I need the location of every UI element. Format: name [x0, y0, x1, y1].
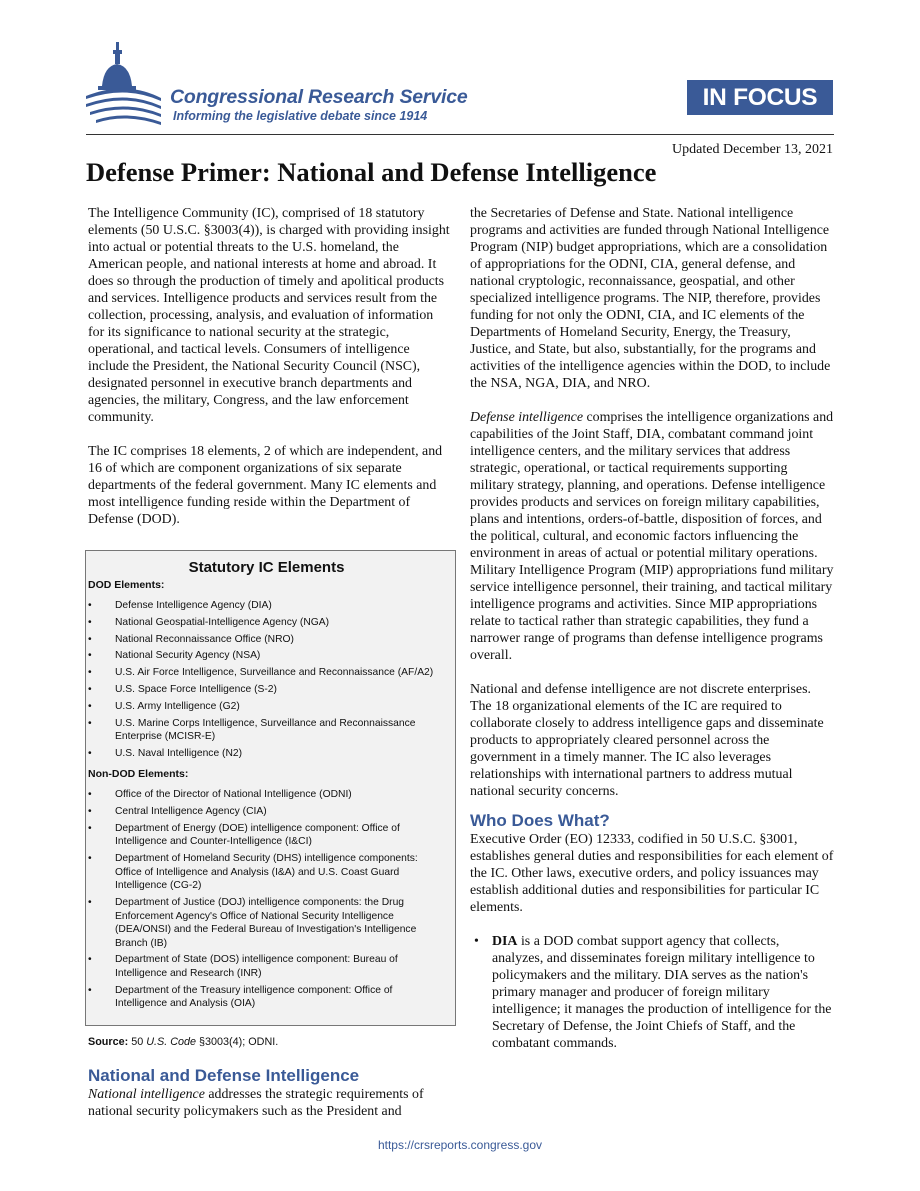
dod-elements-list — [88, 599, 445, 760]
list-item: • U.S. Army Intelligence (G2) — [88, 700, 240, 712]
section-heading-national-defense: National and Defense Intelligence — [88, 1065, 360, 1085]
intro-paragraph: The Intelligence Community (IC), comprised of 18 statutory elements (50 U.S.C. §3003(4)), is charged with providing insight into actual or potential threats to the U.S. homeland, the American people, and national interests at home and abroad. It does so through the production of timely and apolitical products and services. Intelligence products and services result from the collection, processing, analysis, and evaluation of information for its significance to national security at the strategic, operational, and tactical levels. Consumers of intelligence include the President, the National Security Council (NSC), designated personnel in executive branch departments and agencies, the military, Congress, and the law enforcement community. — [88, 206, 450, 425]
section-heading-who-does-what: Who Does What? — [470, 811, 610, 830]
document-title: Defense Primer: National and Defense Intelligence — [86, 157, 657, 187]
list-item: • National Reconnaissance Office (NRO) — [88, 633, 294, 645]
nip-paragraph: the Secretaries of Defense and State. National intelligence programs and activities are funded through National Intelligence Program (NIP) budget appropriations, which are a consolidation of appropriations for the ODNI, CIA, general defense, and national cryptologic, reconnaissance, geospatial, and other specialized intelligence programs. The NIP, therefore, provides funding for not only the ODNI, CIA, and IC elements of the Departments of Homeland Security, Energy, the Treasury, Justice, and State, but also, substantially, for the programs and activities of the intelligence agencies within the DOD, to include the NSA, NGA, DIA, and NRO. — [470, 206, 831, 391]
bullet-icon: • — [88, 822, 92, 834]
box-title: Statutory IC Elements — [188, 559, 345, 576]
bullet-icon: • — [88, 897, 92, 909]
bullet-icon: • — [474, 934, 479, 949]
list-item: • Department of Justice (DOJ) intelligence components: the Drug Enforcement Agency's Office of National Security Intelligence (DEA/ONSI) and the Federal Bureau of Investigation's Intelligence Branch (IB) — [88, 897, 417, 949]
bullet-icon: • — [88, 633, 92, 645]
list-item: • Department of Energy (DOE) intelligence component: Office of Intelligence and Counter-Intelligence (I&CI) — [88, 822, 400, 848]
bullet-icon: • — [88, 954, 92, 966]
not-discrete-paragraph: National and defense intelligence are not discrete enterprises. The 18 organizational elements of the IC are required to collaborate closely to address intelligence gaps and disseminate products to appropriately cleared personnel across the government in a timely manner. The IC also leverages relationships with international partners to address mutual national security concerns. — [470, 682, 824, 799]
non-dod-elements-label: Non-DOD Elements: — [88, 768, 189, 781]
list-item: • U.S. Marine Corps Intelligence, Surveillance and Reconnaissance Enterprise (MCISR-E) — [88, 717, 416, 743]
bullet-icon: • — [88, 747, 92, 759]
list-item: • National Security Agency (NSA) — [88, 650, 261, 662]
list-item: • DIA is a DOD combat support agency that collects, analyzes, and disseminates foreign military intelligence to policymakers and the military. DIA serves as the nation's primary manager and producer of foreign military intelligence; it manages the production of intelligence for the Secretary of Defense, the Joint Chiefs of Staff, and the combatant commands. — [474, 934, 832, 1051]
statutory-ic-elements-box — [85, 550, 456, 1026]
list-item: • U.S. Space Force Intelligence (S-2) — [88, 683, 277, 695]
right-column — [470, 205, 834, 1052]
dod-elements-label: DOD Elements: — [88, 579, 165, 591]
eo-paragraph: Executive Order (EO) 12333, codified in 50 U.S.C. §3001, establishes general duties and responsibilities for each element of the IC. Other laws, executive orders, and policy issuances may establish additional duties and responsibilities for particular IC elements. — [470, 832, 834, 915]
footer-url-link[interactable]: https://crsreports.congress.gov — [377, 1138, 543, 1152]
list-item: • Department of Homeland Security (DHS) intelligence components: Office of Intelligence and Analysis (I&A) and U.S. Coast Guard Intelligence (CG-2) — [88, 853, 418, 892]
bullet-icon: • — [88, 806, 92, 818]
list-item: • National Geospatial-Intelligence Agency (NGA) — [88, 616, 330, 628]
ic-element-roles-list — [470, 933, 834, 1052]
list-item: • Defense Intelligence Agency (DIA) — [88, 600, 272, 611]
bullet-icon: • — [88, 667, 92, 679]
left-column — [88, 205, 452, 1120]
defense-intelligence-paragraph: Defense intelligence comprises the intelligence organizations and capabilities of the Joint Staff, DIA, combatant command joint intelligence centers, and the military services that address strategic, operational, or tactical requirements supporting military strategy, planning, and operations. Defense intelligence provides products and services on foreign military capabilities, plans and intentions, orders-of-battle, disposition of forces, and the political, cultural, and economic factors influencing the environment in areas of actual or potential military operations. Military Intelligence Program (MIP) appropriations fund military service intelligence personnel, their training, and tactical military intelligence programs and activities. Since MIP appropriations relate to tactical rather than strategic capabilities, they fund a narrower range of programs than defense intelligence programs overall. — [470, 410, 834, 663]
list-item: • Office of the Director of National Intelligence (ODNI) — [88, 789, 352, 801]
org-name: Congressional Research Service — [170, 86, 468, 108]
ic-elements-paragraph: The IC comprises 18 elements, 2 of which are independent, and 16 of which are component organizations of six separate departments of the federal government. Many IC elements and most intelligence funding reside within the Department of Defense (DOD). — [88, 444, 443, 527]
bullet-icon: • — [88, 789, 92, 801]
bullet-icon: • — [88, 650, 92, 662]
bullet-icon: • — [88, 616, 92, 628]
bullet-icon: • — [88, 600, 92, 611]
non-dod-elements-list — [88, 788, 445, 1010]
org-tagline: Informing the legislative debate since 1914 — [173, 109, 428, 123]
bullet-icon: • — [88, 700, 92, 712]
list-item: • U.S. Air Force Intelligence, Surveillance and Reconnaissance (AF/A2) — [88, 667, 434, 679]
list-item: • U.S. Naval Intelligence (N2) — [88, 747, 243, 759]
bullet-icon: • — [88, 717, 92, 729]
bullet-icon: • — [88, 683, 92, 695]
bullet-icon: • — [88, 984, 92, 996]
bullet-icon: • — [88, 853, 92, 865]
list-item: • Department of State (DOS) intelligence component: Bureau of Intelligence and Research (INR) — [88, 954, 398, 979]
list-item: • Central Intelligence Agency (CIA) — [88, 806, 267, 818]
updated-date: Updated December 13, 2021 — [672, 142, 833, 157]
list-item: • Department of the Treasury intelligence component: Office of Intelligence and Analysis (OIA) — [88, 984, 393, 1010]
national-intelligence-paragraph: National intelligence addresses the strategic requirements of national security policymakers such as the President and — [88, 1086, 424, 1119]
box-source: Source: 50 U.S. Code §3003(4); ODNI. — [88, 1035, 279, 1048]
header-rule — [86, 134, 834, 135]
in-focus-badge: IN FOCUS — [687, 80, 833, 115]
